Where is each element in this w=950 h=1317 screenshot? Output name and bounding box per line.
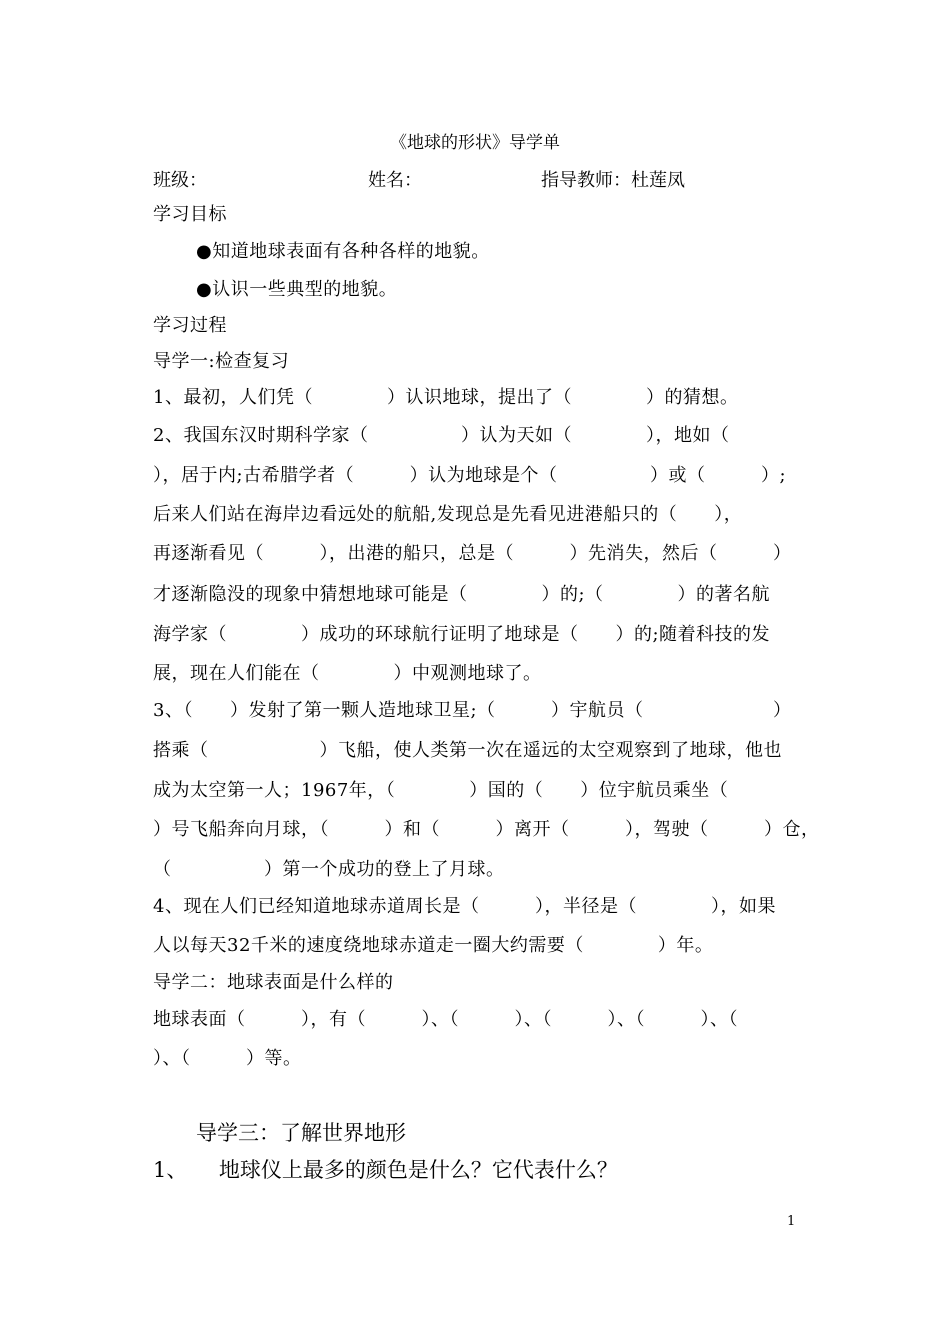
section2-heading: 导学二：地球表面是什么样的 [153,972,394,993]
section3-heading: 导学三：了解世界地形 [196,1121,406,1145]
objective-item: ●认识一些典型的地貌。 [196,279,398,300]
section1-line: 4、现在人们已经知道地球赤道周长是（ ），半径是（ ），如果 [153,896,776,917]
section1-line: ），居于内;古希腊学者（ ）认为地球是个（ ）或（ ）; [153,465,787,486]
document-title: 《地球的形状》导学单 [390,133,560,153]
section1-heading: 导学一:检查复习 [153,351,290,372]
section1-line: 2、我国东汉时期科学家（ ）认为天如（ ），地如（ [153,425,730,446]
teacher-label: 指导教师：杜莲凤 [541,170,685,191]
section1-line: 成为太空第一人；1967年，（ ）国的（ ）位宇航员乘坐（ [153,780,729,801]
section3-question: 1、 地球仪上最多的颜色是什么？它代表什么？ [153,1158,618,1182]
section1-line: 海学家（ ）成功的环球航行证明了地球是（ ）的;随着科技的发 [153,624,771,645]
section1-line: （ ）第一个成功的登上了月球。 [153,859,505,880]
name-label: 姓名： [368,170,422,191]
page-number: 1 [787,1214,796,1229]
section1-line: 3、（ ）发射了第一颗人造地球卫星;（ ）宇航员（ ） [153,700,792,721]
section1-line: 后来人们站在海岸边看远处的航船,发现总是先看见进港船只的（ ）， [153,504,743,525]
section1-line: ）号飞船奔向月球，（ ）和（ ）离开（ ），驾驶（ ）仓， [153,819,820,840]
section2-line: ）、（ ）等。 [153,1048,302,1069]
process-heading: 学习过程 [153,315,227,336]
objectives-heading: 学习目标 [153,204,227,225]
section2-line: 地球表面（ ），有（ ）、（ ）、（ ）、（ ）、（ [153,1009,738,1030]
section1-line: 搭乘（ ）飞船，使人类第一次在遥远的太空观察到了地球，他也 [153,740,782,761]
class-label: 班级： [153,170,207,191]
section1-line: 再逐渐看见（ ），出港的船只，总是（ ）先消失，然后（ ） [153,543,792,564]
section1-line: 1、最初，人们凭（ ）认识地球，提出了（ ）的猜想。 [153,387,739,408]
section1-line: 人以每天32千米的速度绕地球赤道走一圈大约需要（ ）年。 [153,935,714,956]
objective-item: ●知道地球表面有各种各样的地貌。 [196,241,490,262]
section1-line: 才逐渐隐没的现象中猜想地球可能是（ ）的;（ ）的著名航 [153,584,771,605]
section1-line: 展，现在人们能在（ ）中观测地球了。 [153,663,542,684]
